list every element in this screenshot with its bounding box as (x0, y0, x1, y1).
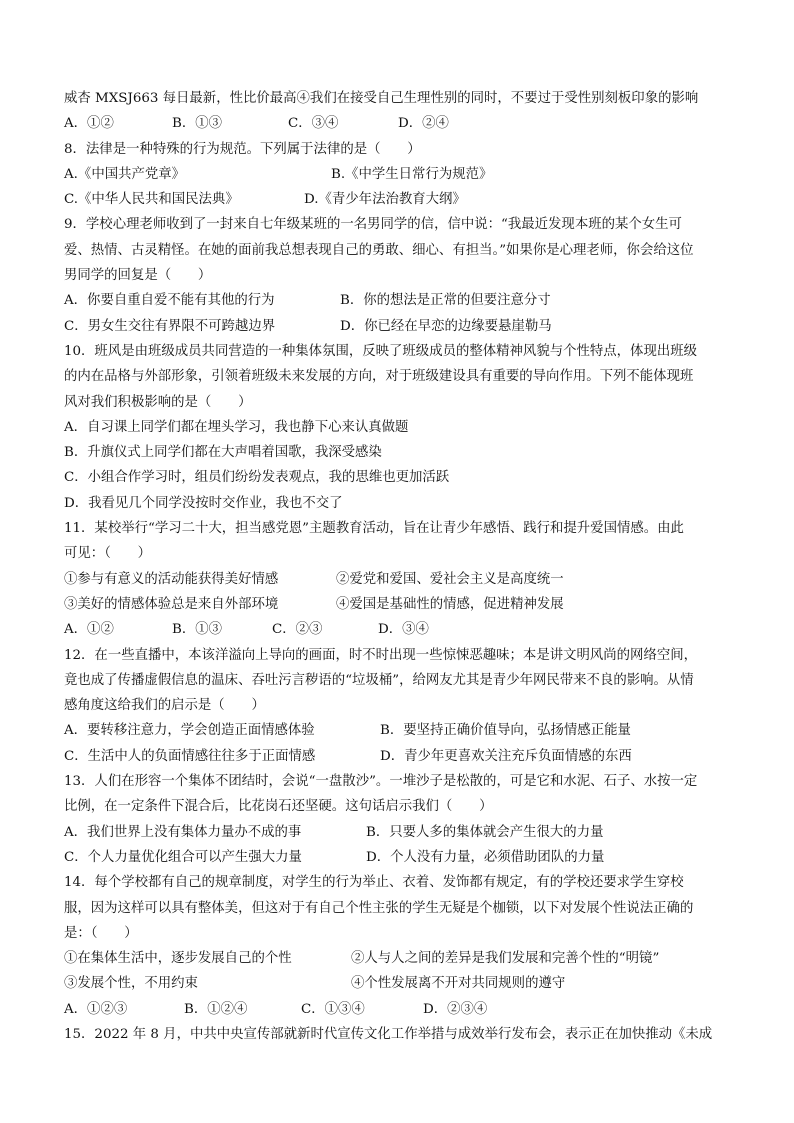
statement-1: ①参与有意义的活动能获得美好情感 (64, 571, 279, 587)
option-c[interactable]: C．小组合作学习时，组员们纷纷发表观点，我的思维也更加活跃 (64, 470, 450, 486)
option-a[interactable]: A．我们世界上没有集体力量办不成的事 (64, 824, 302, 840)
option-d[interactable]: D．②③④ (423, 1001, 488, 1017)
option-a[interactable]: A．①② (64, 622, 114, 638)
option-c[interactable]: C．①③④ (301, 1001, 365, 1017)
question-9-options-row2 (64, 314, 734, 339)
question-8-stem: 8．法律是一种特殊的行为规范。下列属于法律的是（ ） (64, 141, 421, 157)
question-11-stem-line2: 可见：（ ） (64, 546, 152, 562)
statement-4: ④爱国是基础性的情感，促进精神发展 (336, 596, 564, 612)
question-14-stem-line1: 14．每个学校都有自己的规章制度，对学生的行为举止、衣着、发饰都有规定，有的学校还要求学生穿校 (64, 875, 684, 891)
question-12-options-row2 (64, 744, 734, 769)
option-d[interactable]: D.《青少年法治教育大纲》 (304, 192, 466, 208)
option-c[interactable]: C．男女生交往有界限不可跨越边界 (64, 318, 276, 334)
option-a[interactable]: A．自习课上同学们都在埋头学习，我也静下心来认真做题 (64, 419, 409, 435)
question-12-options-row1 (64, 718, 734, 743)
question-13-options-row1 (64, 820, 734, 845)
option-d[interactable]: D．③④ (378, 622, 429, 638)
option-d[interactable]: D．你已经在早恋的边缘要悬崖勒马 (340, 318, 552, 334)
question-15-stem-line1: 15．2022 年 8 月，中共中央宣传部就新时代宣传文化工作举措与成效举行发布会，表示正在加快推动《未成 (64, 1026, 713, 1042)
option-d[interactable]: D．个人没有力量，必须借助团队的力量 (366, 849, 605, 865)
question-14-stem-line2: 服，因为这样可以具有整体美，但这对于有自己个性主张的学生无疑是个枷锁，以下对发展个性说法正确的 (64, 900, 694, 916)
question-9-stem-line1: 9．学校心理老师收到了一封来自七年级某班的一名男同学的信，信中说：“我最近发现本班的某个女生可 (64, 217, 682, 233)
option-b[interactable]: B．①③ (172, 116, 223, 132)
option-c[interactable]: C．②③ (272, 622, 323, 638)
question-8-options-row2 (64, 187, 734, 212)
option-a[interactable]: A．①②③ (64, 1001, 128, 1017)
question-8-options-row1 (64, 162, 734, 187)
statement-2: ②人与人之间的差异是我们发展和完善个性的“明镜” (351, 951, 660, 967)
question-9-stem-line2: 爱、热情、古灵精怪。在她的面前我总想表现自己的勇敢、细心、有担当。”如果你是心理老师，你会给这位 (64, 242, 694, 258)
question-14-items-row1 (64, 946, 734, 971)
option-b[interactable]: B．要坚持正确价值导向，弘扬情感正能量 (380, 723, 631, 739)
question-12-stem-line2: 竟也成了传播虚假信息的温床、吞吐污言秽语的“垃圾桶”，给网友尤其是青少年网民带来不良的影响。从情 (64, 672, 694, 688)
exam-page (64, 86, 734, 1047)
option-c[interactable]: C．生活中人的负面情感往往多于正面情感 (64, 748, 316, 764)
option-a[interactable]: A．要转移注意力，学会创造正面情感体验 (64, 723, 315, 739)
question-10-stem-line2: 的内在品格与外部形象，引领着班级未来发展的方向，对于班级建设具有重要的导向作用。下列不能体现班 (64, 369, 694, 385)
question-7-tail: 威杏 MXSJ663 每日最新，性比价最高④我们在接受自己生理性别的同时，不要过于受性别刻板印象的影响 (64, 91, 699, 106)
question-7-options (64, 111, 734, 136)
question-11-options (64, 617, 734, 642)
option-b[interactable]: B．①②④ (184, 1001, 248, 1017)
question-14-items-row2 (64, 971, 734, 996)
question-13-options-row2 (64, 845, 734, 870)
option-a[interactable]: A.《中国共产党章》 (64, 166, 186, 182)
option-d[interactable]: D．②④ (398, 116, 449, 132)
statement-2: ②爱党和爱国、爱社会主义是高度统一 (336, 571, 564, 587)
question-13-stem-line1: 13．人们在形容一个集体不团结时，会说“一盘散沙”。一堆沙子是松散的，可是它和水泥、石子、水按一定 (64, 774, 698, 790)
question-10-stem-line1: 10．班风是由班级成员共同营造的一种集体氛围，反映了班级成员的整体精神风貌与个性特点，体现出班级 (64, 343, 698, 359)
option-b[interactable]: B.《中学生日常行为规范》 (331, 166, 493, 182)
question-13-stem-line2: 比例，在一定条件下混合后，比花岗石还坚硬。这句话启示我们（ ） (64, 799, 493, 815)
option-b[interactable]: B．只要人多的集体就会产生很大的力量 (366, 824, 604, 840)
statement-3: ③发展个性，不用约束 (64, 976, 198, 992)
question-9-options-row1 (64, 288, 734, 313)
question-12-stem-line3: 感角度这给我们的启示是（ ） (64, 698, 265, 714)
option-b[interactable]: B．你的想法是正常的但要注意分寸 (340, 293, 551, 309)
question-11-items-row2 (64, 592, 734, 617)
option-b[interactable]: B．①③ (172, 622, 223, 638)
statement-1: ①在集体生活中，逐步发展自己的个性 (64, 951, 292, 967)
question-12-stem-line1: 12．在一些直播中，本该洋溢向上导向的画面，时不时出现一些惊悚恶趣味；本是讲文明风尚的网络空间， (64, 647, 698, 663)
option-d[interactable]: D．青少年更喜欢关注充斥负面情感的东西 (380, 748, 632, 764)
statement-3: ③美好的情感体验总是来自外部环境 (64, 596, 279, 612)
option-d[interactable]: D．我看见几个同学没按时交作业，我也不交了 (64, 495, 343, 511)
option-c[interactable]: C．③④ (288, 116, 339, 132)
question-14-options (64, 997, 734, 1022)
option-a[interactable]: A．①② (64, 116, 114, 132)
question-11-items-row1 (64, 567, 734, 592)
question-9-stem-line3: 男同学的回复是（ ） (64, 268, 212, 284)
statement-4: ④个性发展离不开对共同规则的遵守 (351, 976, 566, 992)
option-a[interactable]: A．你要自重自爱不能有其他的行为 (64, 293, 275, 309)
question-10-stem-line3: 风对我们积极影响的是（ ） (64, 394, 252, 410)
option-c[interactable]: C．个人力量优化组合可以产生强大力量 (64, 849, 302, 865)
option-c[interactable]: C.《中华人民共和国民法典》 (64, 192, 239, 208)
question-11-stem-line1: 11．某校举行“学习二十大，担当感党恩”主题教育活动，旨在让青少年感悟、践行和提升爱国情感。由此 (64, 521, 684, 537)
option-b[interactable]: B．升旗仪式上同学们都在大声唱着国歌，我深受感染 (64, 445, 382, 461)
question-14-stem-line3: 是：（ ） (64, 925, 138, 941)
